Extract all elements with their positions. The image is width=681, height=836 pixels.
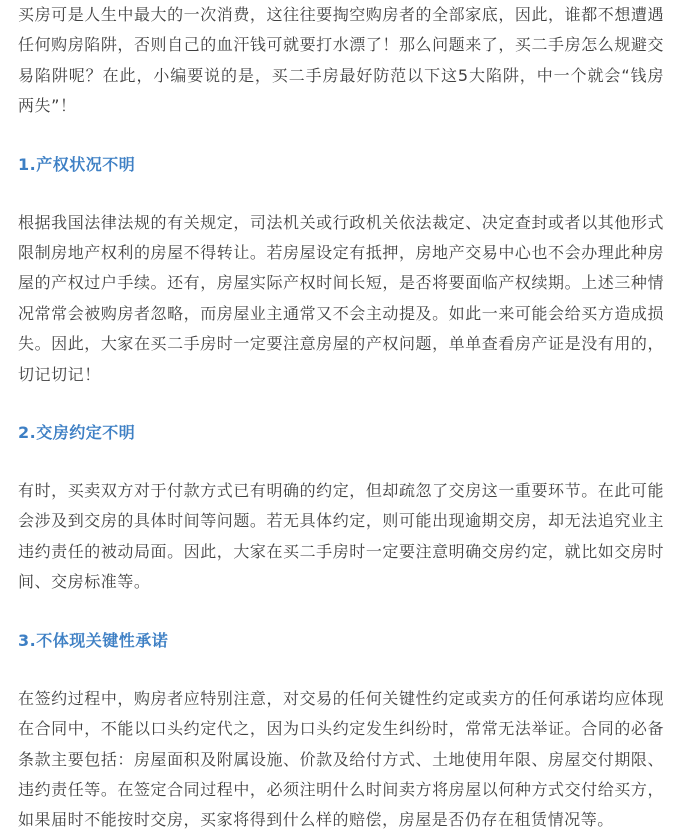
section-heading-key-promises: 3.不体现关键性承诺 [18, 630, 169, 650]
spacer [18, 122, 664, 150]
section-heading-property-rights: 1.产权状况不明 [18, 154, 136, 174]
spacer [18, 390, 664, 418]
section-paragraph-property-rights: 根据我国法律法规的有关规定，司法机关或行政机关依法裁定、决定查封或者以其他形式限制房地产权利的房屋不得转让。若房屋设定有抵押，房地产交易中心也不会办理此种房屋的产权过户手续。还有，房屋实际产权时间长短，是否将要面临产权续期。上述三种情况常常会被购房者忽略，而房屋业主通常又不会主动提及。如此一来可能会给买方造成损失。因此，大家在买二手房时一定要注意房屋的产权问题，单单查看房产证是没有用的，切记切记！ [18, 212, 664, 384]
spacer [18, 656, 664, 684]
section-paragraph-key-promises: 在签约过程中，购房者应特别注意，对交易的任何关键性约定或卖方的任何承诺均应体现在合同中，不能以口头约定代之，因为口头约定发生纠纷时，常常无法举证。合同的必备条款主要包括：房屋面积及附属设施、价款及给付方式、土地使用年限、房屋交付期限、违约责任等。在签定合同过程中，必须注明什么时间卖方将房屋以何种方式交付给买方，如果届时不能按时交房，买家将得到什么样的赔偿，房屋是否仍存在租赁情况等。 [18, 688, 664, 830]
spacer [18, 448, 664, 476]
article-body [18, 0, 664, 836]
section-heading-handover: 2.交房约定不明 [18, 423, 136, 443]
section-paragraph-handover: 有时，买卖双方对于付款方式已有明确的约定，但却疏忽了交房这一重要环节。在此可能会涉及到交房的具体时间等问题。若无具体约定，则可能出现逾期交房，却无法追究业主违约责任的被动局面。因此，大家在买二手房时一定要注意明确交房约定，就比如交房时间、交房标准等。 [18, 481, 664, 592]
intro-paragraph: 买房可是人生中最大的一次消费，这往往要掏空购房者的全部家底，因此，谁都不想遭遇任何购房陷阱，否则自己的血汗钱可就要打水漂了！那么问题来了，买二手房怎么规避交易陷阱呢？在此，小编要说的是，买二手房最好防范以下这5大陷阱，中一个就会“钱房两失”！ [18, 5, 664, 116]
spacer [18, 598, 664, 626]
spacer [18, 180, 664, 208]
